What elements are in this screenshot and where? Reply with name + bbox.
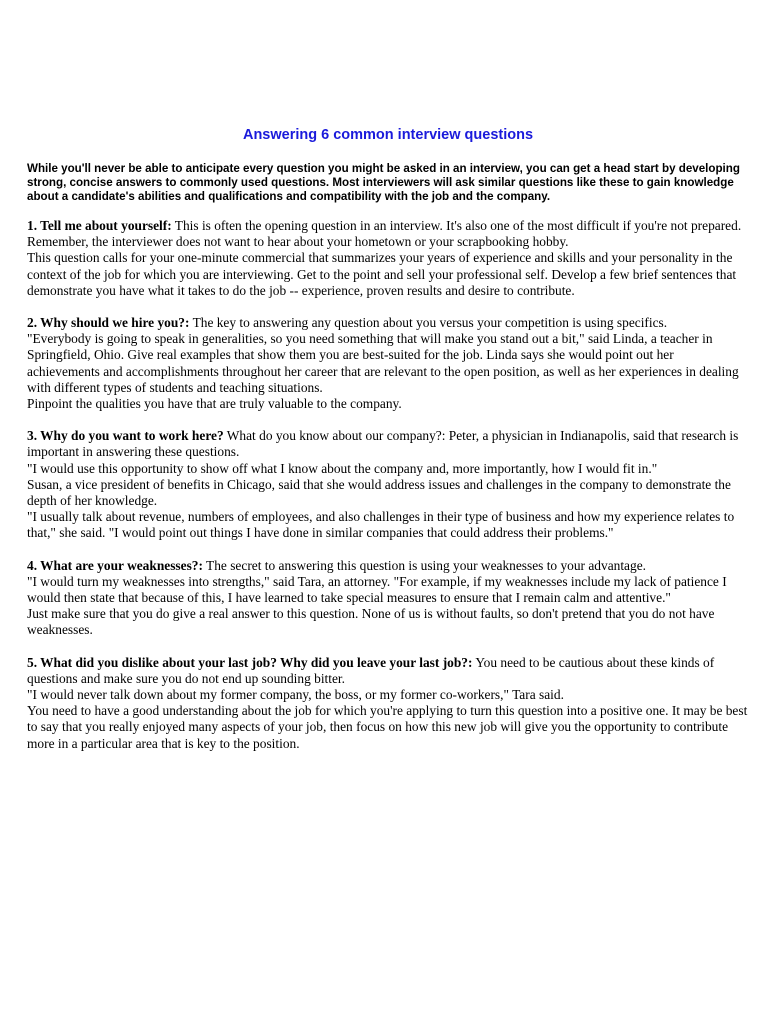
section-why-hire-you: [27, 315, 749, 412]
section-paragraph: This question calls for your one-minute commercial that summarizes your years of experience and skills and your personality in the context of the job for which you are interviewing. Get to the point and sell your professional self. Develop a few brief sentences that demonstrate you have what it takes to do the job -- experience, proven results and desire to contribute.: [27, 250, 737, 298]
question-heading: 4. What are your weaknesses?:: [27, 557, 203, 573]
document-page: [27, 126, 749, 768]
answer-text: What do you know about our company?: Peter, a physician in Indianapolis, said that research is important in answering these questions.: [27, 428, 739, 460]
section-paragraph: "I would use this opportunity to show off what I know about the company and, more importantly, how I would fit in.": [27, 460, 658, 476]
question-heading: 1. Tell me about yourself:: [27, 218, 172, 233]
section-paragraph: You need to have a good understanding about the job for which you're applying to turn this question into a positive one. It may be best to say that you really enjoyed many aspects of your job, then focus on how this new job will give you the opportunity to contribute more in a particular area that is key to the position.: [27, 703, 748, 751]
document-title: Answering 6 common interview questions: [242, 127, 534, 143]
section-why-work-here: [27, 428, 749, 541]
section-paragraph: "I would turn my weaknesses into strengths," said Tara, an attorney. "For example, if my weaknesses include my lack of patience I would then state that because of this, I have learned to take special measures to ensure that I remain calm and attentive.": [27, 573, 727, 606]
question-heading: 5. What did you dislike about your last job? Why did you leave your last job?:: [27, 654, 473, 670]
section-paragraph: "I would never talk down about my former company, the boss, or my former co-workers," Tara said.: [27, 687, 564, 703]
answer-text: This is often the opening question in an interview. It's also one of the most difficult if you're not prepared. Remember, the interviewer does not want to hear about your hometown or your scrapbooking hobby.: [27, 218, 742, 250]
section-lead: [27, 315, 749, 331]
section-lead: [27, 558, 749, 574]
section-lead: [27, 655, 749, 687]
section-paragraph: Susan, a vice president of benefits in Chicago, said that she would address issues and challenges in the company to demonstrate the depth of her knowledge.: [27, 476, 731, 509]
answer-text: The key to answering any question about you versus your competition is using specifics.: [189, 315, 668, 331]
section-paragraph: Pinpoint the qualities you have that are truly valuable to the company.: [27, 396, 402, 412]
intro-paragraph: While you'll never be able to anticipate every question you might be asked in an interview, you can get a head start by developing strong, concise answers to commonly used questions. Most interviewers will ask similar questions like these to gain knowledge about a candidate's abilities and qualifications and compatibility with the job and the company.: [27, 162, 740, 203]
section-paragraph: "Everybody is going to speak in generalities, so you need something that will make you stand out a bit," said Linda, a teacher in Springfield, Ohio. Give real examples that show them you are best-suited for the job. Linda says she would point out her achievements and accomplishments throughout her career that are relevant to the open position, as well as her experiences in dealing with different types of students and teaching situations.: [27, 331, 739, 395]
answer-text: The secret to answering this question is using your weaknesses to your advantage.: [202, 557, 646, 573]
section-weaknesses: [27, 558, 749, 639]
answer-text: You need to be cautious about these kinds of questions and make sure you do not end up sounding bitter.: [27, 654, 715, 686]
section-tell-me-about-yourself: [27, 218, 749, 299]
question-heading: 2. Why should we hire you?:: [27, 315, 190, 331]
section-paragraph: Just make sure that you do give a real answer to this question. None of us is without faults, so don't pretend that you do not have weaknesses.: [27, 606, 715, 638]
section-lead: [27, 218, 749, 250]
section-paragraph: "I usually talk about revenue, numbers of employees, and also challenges in their type of business and how my experience relates to that," she said. "I would point out things I have done in similar companies that could address their problems.": [27, 509, 735, 541]
section-lead: [27, 428, 749, 460]
section-last-job: [27, 655, 749, 752]
question-heading: 3. Why do you want to work here?: [27, 428, 224, 444]
